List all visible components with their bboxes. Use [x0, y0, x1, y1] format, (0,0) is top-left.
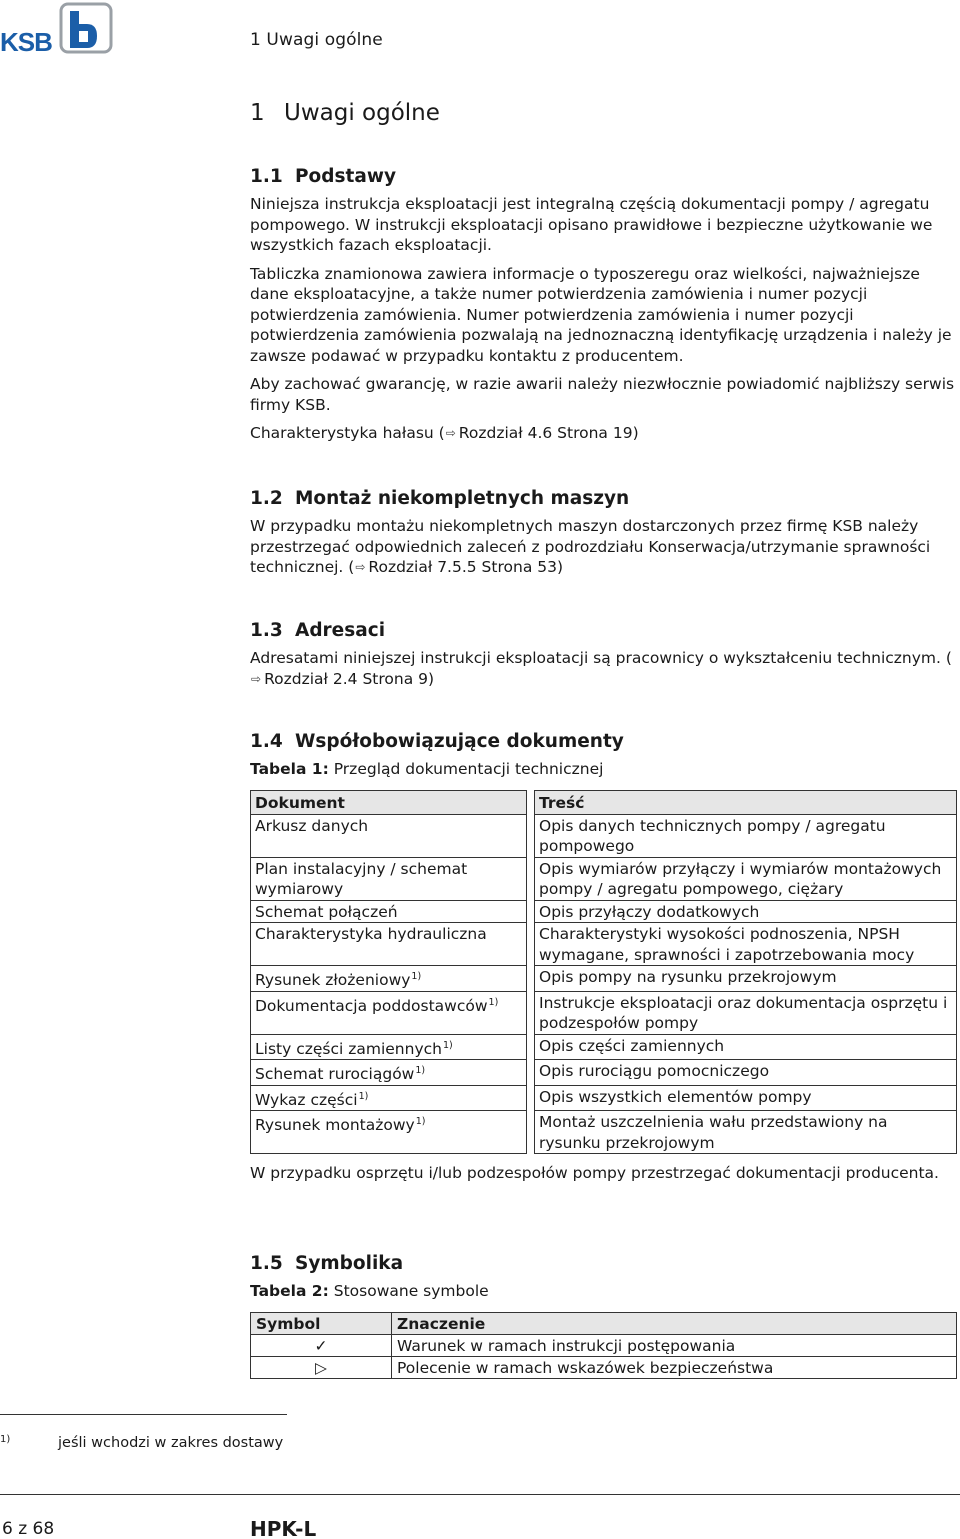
section-heading: [250, 1253, 956, 1274]
arrow-right-icon: ⇨: [251, 671, 262, 686]
arrow-right-icon: ⇨: [355, 560, 366, 574]
table-row: [251, 900, 957, 923]
table-gap: [527, 814, 535, 857]
document-name: Schemat połączeń: [255, 902, 398, 921]
section-1-5: [250, 1253, 956, 1379]
product-model: HPK-L: [250, 1517, 317, 1539]
cross-reference-link[interactable]: Rozdział 4.6 Strona 19): [458, 424, 639, 442]
document-name: Schemat rurociągów: [255, 1065, 415, 1083]
cross-reference-link[interactable]: Rozdział 7.5.5 Strona 53): [368, 558, 564, 576]
table-gap: [527, 857, 535, 900]
table-gap: [527, 1060, 535, 1086]
table-gap: [527, 923, 535, 966]
arrow-right-icon: ⇨: [445, 426, 456, 440]
document-cell: [251, 1085, 527, 1111]
content-cell: Opis wszystkich elementów pompy: [535, 1085, 957, 1111]
column-header-document: Dokument: [251, 791, 527, 815]
footnote: [0, 1434, 283, 1451]
section-1-4: [250, 731, 956, 1192]
section-number: 1.2: [250, 488, 283, 509]
footnote-reference: 1): [442, 1039, 453, 1051]
content-cell: Opis danych technicznych pompy / agregatu pompowego: [535, 814, 957, 857]
table-gap: [527, 1034, 535, 1060]
section-number: 1.3: [250, 620, 283, 641]
footnote-reference: 1): [358, 1090, 369, 1102]
table-row: [251, 966, 957, 992]
page-number: 6 z 68: [2, 1519, 55, 1539]
document-cell: [251, 857, 527, 900]
footer-divider: [0, 1494, 960, 1495]
content-cell: Opis pompy na rysunku przekrojowym: [535, 966, 957, 992]
documents-table: [250, 790, 957, 1154]
column-header-meaning: Znaczenie: [392, 1313, 957, 1335]
paragraph-text: Adresatami niniejszej instrukcji eksploatacji są pracownicy o wykształceniu technicznym. (: [250, 649, 952, 667]
footnote-divider: [0, 1414, 287, 1415]
ksb-logo: [0, 2, 114, 54]
paragraph: Aby zachować gwarancję, w razie awarii należy niezwłocznie powiadomić najbliższy serwis firmy KSB.: [250, 375, 955, 414]
content-cell: Opis wymiarów przyłączy i wymiarów montażowych pompy / agregatu pompowego, ciężary: [535, 857, 957, 900]
cross-reference-link[interactable]: Rozdział 2.4 Strona 9): [264, 669, 435, 688]
chapter-heading: [250, 100, 440, 126]
paragraph: Tabliczka znamionowa zawiera informacje o typoszeregu oraz wielkości, najważniejsze dane eksploatacyjne, a także numer potwierdzenia zamówienia i numer pozycji potwierdzenia zamówienia. Numer potwierdzenia zamówienia i numer pozycji potwierdzenia zamówienia pozwalają na jednoznaczną identyfikację urządzenia i należy je zawsze podawać w przypadku kontaktu z producentem.: [250, 264, 952, 365]
table-caption-label: Tabela 1:: [250, 760, 329, 778]
section-title: Podstawy: [295, 166, 397, 187]
table-gap: [527, 791, 535, 815]
chapter-number: 1: [250, 100, 265, 126]
column-header-symbol: Symbol: [251, 1313, 392, 1335]
section-heading: [250, 166, 956, 187]
footnote-reference: 1): [488, 996, 499, 1008]
table-gap: [527, 991, 535, 1034]
table-row: [251, 1085, 957, 1111]
document-cell: [251, 1111, 527, 1154]
table-row: [251, 1060, 957, 1086]
section-number: 1.4: [250, 731, 283, 752]
table-row: [251, 1357, 957, 1379]
document-name: Arkusz danych: [255, 816, 369, 835]
paragraph: Niniejsza instrukcja eksploatacji jest integralną częścią dokumentacji pompy / agregatu pompowego. W instrukcji eksploatacji opisano prawidłowe i bezpieczne użytkowanie we wszystkich fazach eksploatacji.: [250, 195, 933, 254]
table-caption: [250, 759, 956, 779]
section-title: Adresaci: [295, 620, 386, 641]
paragraph: [250, 516, 956, 578]
document-name: Wykaz części: [255, 1090, 358, 1109]
table-gap: [527, 900, 535, 923]
document-cell: [251, 923, 527, 966]
footnote-reference: 1): [411, 971, 422, 982]
document-name: Charakterystyka hydrauliczna: [255, 925, 487, 943]
table-header-row: [251, 1313, 957, 1335]
footnote-reference: 1): [415, 1116, 426, 1127]
document-name: Plan instalacyjny / schemat wymiarowy: [255, 859, 468, 898]
table-row: [251, 1034, 957, 1060]
section-1-1: [250, 166, 956, 452]
table-caption-text: Stosowane symbole: [333, 1282, 489, 1300]
document-name: Rysunek złożeniowy: [255, 971, 411, 989]
running-title: 1 Uwagi ogólne: [250, 30, 383, 50]
table-row: [251, 1335, 957, 1357]
document-cell: [251, 991, 527, 1034]
section-heading: [250, 731, 956, 752]
column-header-content: Treść: [535, 791, 957, 815]
checkmark-icon: ✓: [251, 1335, 392, 1357]
table-row: [251, 1111, 957, 1154]
content-cell: Opis części zamiennych: [535, 1034, 957, 1060]
paragraph-text: Charakterystyka hałasu (: [250, 424, 445, 442]
section-heading: [250, 620, 956, 641]
meaning-cell: Polecenie w ramach wskazówek bezpieczeństwa: [392, 1357, 957, 1379]
document-name: Rysunek montażowy: [255, 1116, 415, 1134]
content-cell: Opis rurociągu pomocniczego: [535, 1060, 957, 1086]
document-cell: [251, 900, 527, 923]
table-caption-label: Tabela 2:: [250, 1282, 329, 1300]
document-cell: [251, 1034, 527, 1060]
document-cell: [251, 1060, 527, 1086]
section-number: 1.5: [250, 1253, 283, 1274]
paragraph-text: W przypadku montażu niekompletnych maszyn dostarczonych przez firmę KSB należy przestrzegać odpowiednich zaleceń z podrozdziału Konserwacja/utrzymanie sprawności technicznej. (: [250, 517, 931, 576]
table-row: [251, 923, 957, 966]
content-cell: Opis przyłączy dodatkowych: [535, 900, 957, 923]
table-gap: [527, 1111, 535, 1154]
footnote-text: jeśli wchodzi w zakres dostawy: [58, 1435, 284, 1451]
section-title: Symbolika: [295, 1253, 404, 1274]
document-cell: [251, 966, 527, 992]
triangle-right-icon: ▷: [251, 1357, 392, 1379]
document-name: Dokumentacja poddostawców: [255, 996, 488, 1015]
symbols-table: [250, 1312, 957, 1379]
table-row: [251, 814, 957, 857]
section-1-2: [250, 488, 956, 586]
footnote-mark: 1): [0, 1434, 11, 1445]
chapter-title: Uwagi ogólne: [284, 100, 440, 126]
paragraph: [250, 423, 956, 444]
section-number: 1.1: [250, 166, 283, 187]
content-cell: Charakterystyki wysokości podnoszenia, NPSH wymagane, sprawności i zapotrzebowania mocy: [535, 923, 957, 966]
section-title: Współobowiązujące dokumenty: [295, 731, 624, 752]
document-cell: [251, 814, 527, 857]
content-cell: Montaż uszczelnienia wału przedstawiony na rysunku przekrojowym: [535, 1111, 957, 1154]
table-caption-text: Przegląd dokumentacji technicznej: [333, 760, 604, 778]
section-heading: [250, 488, 956, 509]
table-note: W przypadku osprzętu i/lub podzespołów pompy przestrzegać dokumentacji producenta.: [250, 1164, 939, 1182]
paragraph: [250, 648, 956, 689]
section-title: Montaż niekompletnych maszyn: [295, 488, 630, 509]
table-header-row: [251, 791, 957, 815]
table-gap: [527, 1085, 535, 1111]
table-row: [251, 991, 957, 1034]
footnote-reference: 1): [415, 1065, 426, 1076]
document-name: Listy części zamiennych: [255, 1039, 442, 1058]
meaning-cell: Warunek w ramach instrukcji postępowania: [392, 1335, 957, 1357]
table-gap: [527, 966, 535, 992]
content-cell: Instrukcje eksploatacji oraz dokumentacja osprzętu i podzespołów pompy: [535, 991, 957, 1034]
table-row: [251, 857, 957, 900]
section-1-3: [250, 620, 956, 697]
table-caption: [250, 1281, 956, 1301]
ksb-logo-text: KSB: [0, 27, 52, 54]
